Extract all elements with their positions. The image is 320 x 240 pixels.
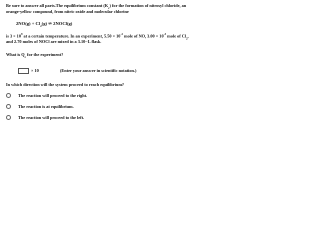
- question-direction: In which direction will the system proceed to reach equilibrium?: [6, 82, 125, 87]
- qc-answer-input[interactable]: [18, 68, 29, 74]
- option-right-label[interactable]: The reaction will proceed to the right.: [18, 93, 88, 98]
- option-left-radio[interactable]: [6, 115, 11, 120]
- chemical-equation: $2NO(g) + Cl_2(g)$ ⇌ 2NOCl(g): [16, 21, 73, 28]
- intro-line-1: Be sure to answer all parts.The equilibrium constant $(K_c)$ for the formation of nitrosyl chloride, an: [6, 3, 187, 10]
- intro-line-2: orange-yellow compound, from nitric oxide and molecular chlorine: [6, 9, 129, 14]
- option-equilibrium-radio[interactable]: [6, 104, 11, 109]
- scientific-notation-hint: (Enter your answer in scientific notation.): [60, 68, 137, 73]
- option-left-label[interactable]: The reaction will proceed to the left.: [18, 115, 85, 120]
- times-ten-label: × 10: [31, 68, 39, 73]
- option-right-radio[interactable]: [6, 93, 11, 98]
- question-qc: What is $Q_c$ for the experiment?: [6, 52, 64, 59]
- given-line-2: and 2.70 moles of NOCl are mixed in a 3.10−L flask.: [6, 39, 102, 44]
- option-equilibrium-label[interactable]: The reaction is at equilibrium.: [18, 104, 74, 109]
- given-line-1: is $3 \times 10^9$ at a certain temperature. In an experiment, $5.50 \times 10^{-2}$ mole of NO, $3.00 \times 10^{-3}$ mole of $Cl_2$,: [6, 32, 189, 41]
